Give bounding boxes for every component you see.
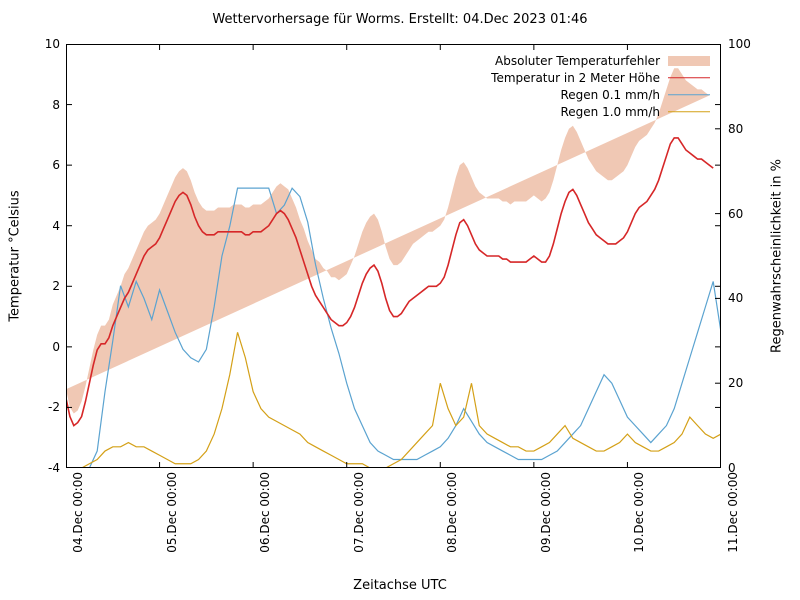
temperature-error-band [66, 68, 709, 413]
legend-swatch [668, 106, 710, 118]
legend-label: Regen 1.0 mm/h [560, 104, 660, 119]
x-tick: 05.Dec 00:00 [164, 472, 179, 553]
y-tick-left: -4 [48, 461, 60, 475]
y-axis-ticks-left [0, 37, 66, 475]
x-axis-label: Zeitachse UTC [353, 578, 447, 593]
y-tick-right: 80 [728, 121, 744, 136]
y-axis-ticks-right [721, 37, 769, 475]
x-tick: 09.Dec 00:00 [538, 472, 553, 553]
x-tick: 11.Dec 00:00 [726, 472, 740, 553]
y-tick-left: 8 [52, 97, 60, 112]
y-tick-right: 100 [728, 37, 751, 51]
x-tick: 04.Dec 00:00 [71, 472, 85, 553]
legend-swatch [668, 72, 710, 84]
y-tick-right: 40 [728, 291, 744, 306]
rain-10-line [66, 332, 721, 468]
legend-item [420, 103, 710, 120]
rain-10-path [66, 332, 721, 468]
x-tick: 10.Dec 00:00 [632, 472, 647, 553]
legend-band-icon [668, 56, 710, 66]
y-tick-right: 20 [728, 376, 744, 391]
y-tick-left: 10 [44, 37, 60, 51]
legend-label: Regen 0.1 mm/h [560, 87, 660, 102]
chart-legend [420, 52, 710, 120]
chart-title: Wettervorhersage für Worms. Erstellt: 04.Dec 2023 01:46 [212, 12, 588, 27]
y-axis-label-right [768, 44, 786, 468]
x-tick: 07.Dec 00:00 [351, 472, 366, 553]
y-tick-left: 6 [52, 158, 60, 173]
y-axis-label-right-text: Regenwahrscheinlichkeit in % [769, 159, 785, 353]
legend-label: Absoluter Temperaturfehler [495, 53, 660, 68]
y-tick-left: 2 [52, 279, 60, 294]
legend-item [420, 52, 710, 69]
y-tick-left: 0 [52, 339, 60, 354]
legend-item [420, 69, 710, 86]
y-tick-right: 60 [728, 206, 744, 221]
y-tick-left: -2 [48, 400, 60, 415]
legend-line-icon [668, 94, 710, 96]
y-tick-left: 4 [52, 218, 60, 233]
x-tick: 06.Dec 00:00 [258, 472, 273, 553]
legend-line-icon [668, 111, 710, 113]
legend-item [420, 86, 710, 103]
legend-label: Temperatur in 2 Meter Höhe [491, 70, 660, 85]
error-band-shape [66, 68, 709, 413]
y-tick-right: 0 [728, 461, 736, 475]
legend-line-icon [668, 77, 710, 79]
legend-swatch [668, 89, 710, 101]
x-axis-ticks [66, 472, 740, 572]
y-axis-label-left-text: Temperatur °Celsius [7, 190, 23, 322]
legend-swatch [668, 55, 710, 67]
x-tick: 08.Dec 00:00 [445, 472, 460, 553]
